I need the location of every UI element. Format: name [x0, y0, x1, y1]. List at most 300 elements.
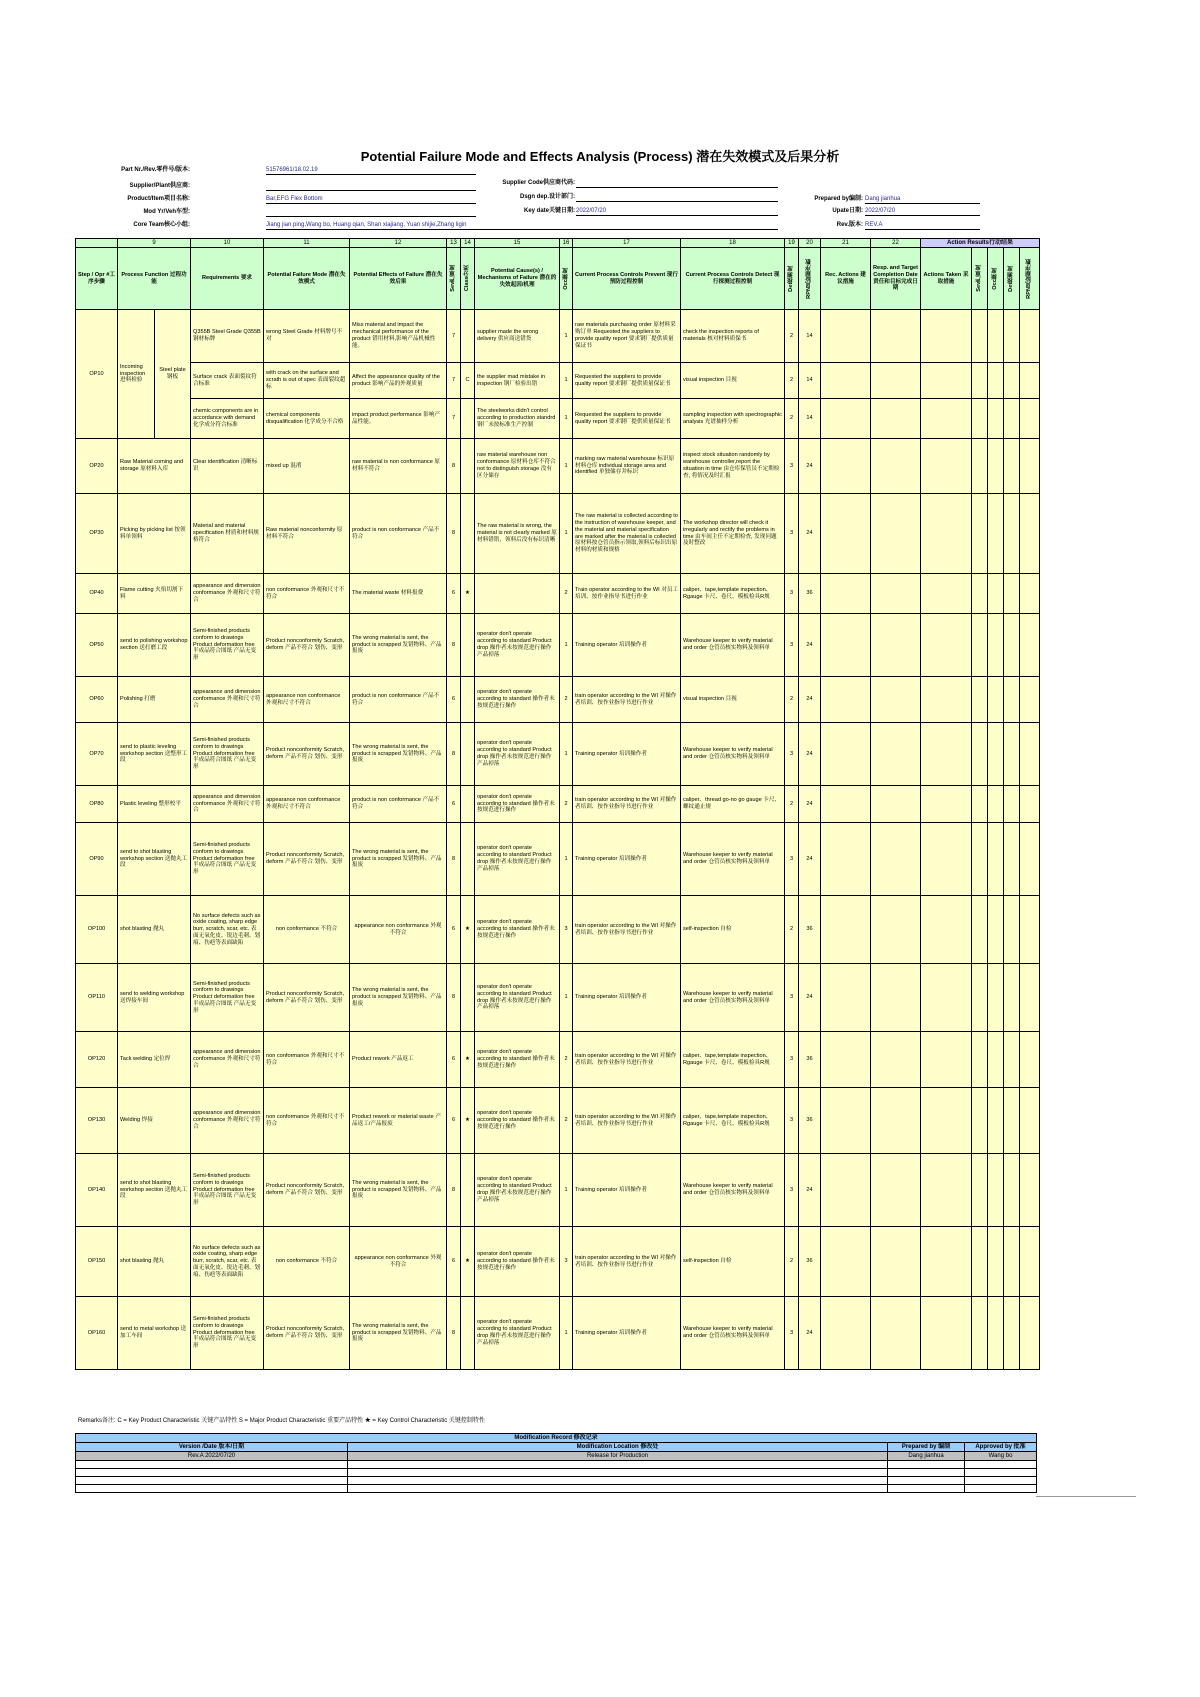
class-cell: ★ — [461, 896, 475, 964]
step-cell: OP110 — [76, 964, 118, 1032]
ar-occ-cell — [988, 1088, 1004, 1154]
effects-cell: raw material is non conformance 原材料不符合 — [350, 439, 447, 494]
ar-rpn-cell — [1020, 1227, 1040, 1297]
step-cell: OP40 — [76, 574, 118, 614]
header-resp: Resp. and Target Completion Date 责任和目标完成日期 — [871, 248, 921, 310]
ar-rpn-cell — [1020, 574, 1040, 614]
requirements-cell: appearance and dimension conformance 外观和尺寸符合 — [191, 1088, 264, 1154]
header-detect: Current Process Controls Detect 现行探测过程控制 — [681, 248, 785, 310]
detect-cell: The workshop director will check it irregularly and rectify the problems in time 由车间主任不定期检查, 发现问题及时整改 — [681, 494, 785, 574]
cause-cell: The steelworks didn't control according to production standrd 钢厂未按标准生产控制 — [475, 399, 560, 439]
class-cell — [461, 823, 475, 896]
header-det: Det探测度 — [788, 265, 795, 292]
model-label: Mod Yr/Veh车型: — [143, 209, 190, 215]
rpn-cell: 24 — [799, 439, 821, 494]
effects-cell: product is non conformance 产品不符合 — [350, 786, 447, 823]
colnum-15: 15 — [475, 239, 560, 248]
failure-mode-cell: Product nonconformity Scratch, deform 产品不符合 划伤、变形 — [264, 1154, 350, 1227]
ar-rpn-cell — [1020, 896, 1040, 964]
det-cell: 2 — [785, 310, 799, 363]
ar-sev-cell — [972, 964, 988, 1032]
ar-det-cell — [1004, 310, 1020, 363]
ar-rpn-cell — [1020, 964, 1040, 1032]
step-cell: OP30 — [76, 494, 118, 574]
rec-actions-cell — [821, 439, 871, 494]
ar-sev-cell — [972, 786, 988, 823]
step-cell: OP130 — [76, 1088, 118, 1154]
header-rpn: RPN风险顺序数 — [806, 258, 813, 299]
column-header-row — [76, 248, 1040, 310]
ar-rpn-cell — [1020, 1088, 1040, 1154]
actions-taken-cell — [921, 574, 972, 614]
actions-taken-cell — [921, 399, 972, 439]
requirements-cell: appearance and dimension conformance 外观和尺寸符合 — [191, 1032, 264, 1088]
actions-taken-cell — [921, 964, 972, 1032]
effects-cell: Miss material and impact the mechanical performance of the product 错用材料,影响产品机械性能。 — [350, 310, 447, 363]
rpn-cell: 14 — [799, 399, 821, 439]
class-cell — [461, 964, 475, 1032]
sev-cell: 8 — [447, 1154, 461, 1227]
requirements-cell: appearance and dimension conformance 外观和尺寸符合 — [191, 786, 264, 823]
rec-actions-cell — [821, 1227, 871, 1297]
ar-det-cell — [1004, 786, 1020, 823]
effects-cell: The material waste 材料报费 — [350, 574, 447, 614]
header-function: Process Function 过程功能 — [118, 248, 191, 310]
failure-mode-cell: Product nonconformity Scratch, deform 产品不符合 划伤、变形 — [264, 964, 350, 1032]
class-cell — [461, 310, 475, 363]
sev-cell: 7 — [447, 310, 461, 363]
ar-det-cell — [1004, 439, 1020, 494]
failure-mode-cell: Product nonconformity Scratch, deform 产品不符合 划伤、变形 — [264, 723, 350, 786]
ar-rpn-cell — [1020, 723, 1040, 786]
ar-rpn-cell — [1020, 439, 1040, 494]
actions-taken-cell — [921, 1297, 972, 1370]
update-label: Upate日期: — [832, 208, 863, 214]
step-cell: OP80 — [76, 786, 118, 823]
class-cell: ★ — [461, 574, 475, 614]
det-cell: 2 — [785, 786, 799, 823]
fmea-table — [75, 238, 1040, 1370]
product-value: Bar,EFG Flex Bottom — [266, 195, 476, 204]
rpn-cell: 14 — [799, 363, 821, 399]
requirements-cell: Material and material specification 材质和材料规格符合 — [191, 494, 264, 574]
ar-occ-cell — [988, 896, 1004, 964]
detect-cell: self-inspection 自检 — [681, 1227, 785, 1297]
table-row — [76, 494, 1040, 574]
prevent-cell: Training operator 培训操作者 — [573, 1154, 681, 1227]
page-rule — [1036, 1496, 1136, 1497]
sub-function-cell: Steel plate 钢板 — [155, 310, 191, 439]
rpn-cell: 36 — [799, 1088, 821, 1154]
table-row — [76, 1154, 1040, 1227]
ar-occ-cell — [988, 823, 1004, 896]
ar-det-cell — [1004, 1154, 1020, 1227]
class-cell — [461, 677, 475, 723]
table-row — [76, 677, 1040, 723]
ar-det-cell — [1004, 399, 1020, 439]
process-function-cell: Flame cutting 火焰切割下料 — [118, 574, 191, 614]
ar-sev-cell — [972, 1154, 988, 1227]
mod-col-approved: Approved by 批准 — [965, 1443, 1037, 1452]
core-team-value: Jiang jian ping,Wang bo, Huang qian, Shan xiajiang, Yuan shijie,Zhang ligin — [266, 221, 531, 230]
document-title: Potential Failure Mode and Effects Analysis (Process) 潜在失效模式及后果分析 — [360, 149, 840, 164]
ar-det-cell — [1004, 896, 1020, 964]
actions-taken-cell — [921, 363, 972, 399]
ar-sev-cell — [972, 723, 988, 786]
process-function-cell: shot blasting 抛丸 — [118, 1227, 191, 1297]
step-cell: OP120 — [76, 1032, 118, 1088]
resp-cell — [871, 964, 921, 1032]
rec-actions-cell — [821, 310, 871, 363]
table-row — [76, 896, 1040, 964]
ar-occ-cell — [988, 677, 1004, 723]
header-sev: Sev严重度 — [450, 265, 457, 292]
process-function-cell: send to shot blasting workshop section 送抛丸工段 — [118, 1154, 191, 1227]
header-ar-det: Det探测度 — [1008, 265, 1015, 292]
ar-occ-cell — [988, 310, 1004, 363]
rec-actions-cell — [821, 1297, 871, 1370]
action-results-header: Action Results行动结果 — [921, 239, 1040, 248]
class-cell — [461, 723, 475, 786]
rec-actions-cell — [821, 823, 871, 896]
ar-rpn-cell — [1020, 399, 1040, 439]
rpn-cell: 24 — [799, 614, 821, 677]
detect-cell: Warehouse keeper to verify material and order 仓管员核实物料及领料单 — [681, 823, 785, 896]
ar-sev-cell — [972, 677, 988, 723]
ar-rpn-cell — [1020, 494, 1040, 574]
ar-det-cell — [1004, 363, 1020, 399]
requirements-cell: Semi-finished products conform to drawings Product deformation free 半成品符合图纸 产品无变形 — [191, 1297, 264, 1370]
prevent-cell: train operator according to the WI 对操作者培训、按作业指导书进行作业 — [573, 1227, 681, 1297]
det-cell: 3 — [785, 494, 799, 574]
colnum-17: 17 — [573, 239, 681, 248]
actions-taken-cell — [921, 896, 972, 964]
step-cell: OP60 — [76, 677, 118, 723]
rpn-cell: 24 — [799, 964, 821, 1032]
product-label: Product/Item项目名称: — [127, 196, 190, 202]
resp-cell — [871, 1297, 921, 1370]
ar-sev-cell — [972, 1032, 988, 1088]
ar-rpn-cell — [1020, 614, 1040, 677]
effects-cell: product is non conformance 产品不符合 — [350, 494, 447, 574]
mod-col-version: Version /Date 版本/日期 — [76, 1443, 348, 1452]
ar-occ-cell — [988, 786, 1004, 823]
mod-col-prepared: Prepared by 编制 — [888, 1443, 965, 1452]
ar-sev-cell — [972, 494, 988, 574]
mod-row1-version: Rev.A 2022/07/20 — [76, 1452, 348, 1461]
requirements-cell: appearance and dimension conformance 外观和尺寸符合 — [191, 677, 264, 723]
rec-actions-cell — [821, 896, 871, 964]
mod-row1-approved: Wang bo — [965, 1452, 1037, 1461]
detect-cell: self-inspection 自检 — [681, 896, 785, 964]
process-function-cell: send to plastic leveling workshop section 送整形工段 — [118, 723, 191, 786]
prevent-cell: Training operator 培训操作者 — [573, 823, 681, 896]
prevent-cell: train operator according to the WI 对操作者培训、按作业指导书进行作业 — [573, 1088, 681, 1154]
table-row — [76, 1088, 1040, 1154]
actions-taken-cell — [921, 786, 972, 823]
ar-occ-cell — [988, 1297, 1004, 1370]
prevent-cell: Training operator 培训操作者 — [573, 1297, 681, 1370]
occ-cell: 2 — [560, 1088, 573, 1154]
effects-cell: The wrong material is sent, the product is scrapped 发错物料、产品报废 — [350, 1297, 447, 1370]
table-row — [76, 614, 1040, 677]
mod-empty-row — [76, 1469, 1037, 1477]
core-team-line — [531, 221, 778, 230]
ar-det-cell — [1004, 823, 1020, 896]
cause-cell: supplier made the wrong delivery 供应商送错货 — [475, 310, 560, 363]
ar-occ-cell — [988, 439, 1004, 494]
cause-cell: operator don't operate according to standard Product drop 操作者未按规范进行操作 产品掉落 — [475, 964, 560, 1032]
table-row — [76, 964, 1040, 1032]
failure-mode-cell: Product nonconformity Scratch, deform 产品不符合 划伤、变形 — [264, 1297, 350, 1370]
failure-mode-cell: Product nonconformity Scratch, deform 产品不符合 划伤、变形 — [264, 614, 350, 677]
detect-cell: visual inspection 目视 — [681, 677, 785, 723]
requirements-cell: No surface defects such as oxide coating, sharp edge burr, scratch, scar, etc. 表面无氧化皮、锐边毛刺、划痕、伤疤等表面缺陷 — [191, 1227, 264, 1297]
resp-cell — [871, 1032, 921, 1088]
requirements-cell: Semi-finished products conform to drawings Product deformation free 半成品符合图纸 产品无变形 — [191, 823, 264, 896]
occ-cell: 3 — [560, 1227, 573, 1297]
rec-actions-cell — [821, 1088, 871, 1154]
step-cell: OP160 — [76, 1297, 118, 1370]
class-cell: ★ — [461, 1227, 475, 1297]
class-cell — [461, 439, 475, 494]
detect-cell: Warehouse keeper to verify material and order 仓管员核实物料及领料单 — [681, 723, 785, 786]
rec-actions-cell — [821, 786, 871, 823]
colnum-13: 13 — [447, 239, 461, 248]
cause-cell: raw material warehouse non conformance 原材料仓库不符合 not to distinguish storage 没有区分储存 — [475, 439, 560, 494]
failure-mode-cell: mixed up 混淆 — [264, 439, 350, 494]
ar-occ-cell — [988, 574, 1004, 614]
actions-taken-cell — [921, 494, 972, 574]
step-cell: OP100 — [76, 896, 118, 964]
det-cell: 2 — [785, 399, 799, 439]
ar-sev-cell — [972, 823, 988, 896]
ar-det-cell — [1004, 574, 1020, 614]
prevent-cell: raw materials purchasing order 原材料采购订单 Requested the suppliers to provide quality report 要求钢厂提供质量保证书 — [573, 310, 681, 363]
effects-cell: appearance non conformance 外观不符合 — [350, 1227, 447, 1297]
table-row — [76, 574, 1040, 614]
cause-cell: operator don't operate according to standard Product drop 操作者未按规范进行操作 产品掉落 — [475, 723, 560, 786]
ar-det-cell — [1004, 1088, 1020, 1154]
ar-det-cell — [1004, 1227, 1020, 1297]
resp-cell — [871, 574, 921, 614]
ar-occ-cell — [988, 1154, 1004, 1227]
step-cell: OP20 — [76, 439, 118, 494]
prevent-cell: marking raw material warehouse 标识原材料仓库 individual storage area and identified 单独储存并标识 — [573, 439, 681, 494]
prevent-cell: train operator according to the WI 对操作者培训、按作业指导书进行作业 — [573, 786, 681, 823]
rpn-cell: 24 — [799, 723, 821, 786]
process-function-cell: send to polishing workshop section 送打磨工段 — [118, 614, 191, 677]
ar-rpn-cell — [1020, 310, 1040, 363]
resp-cell — [871, 823, 921, 896]
detect-cell: caliper、tape,template inspection、Rgauge 卡尺、卷尺、模板检具R规 — [681, 1032, 785, 1088]
dsgn-label: Dsgn dep.设计部门: — [520, 194, 575, 200]
part-label: Part Nr./Rev.零件号/版本: — [121, 167, 190, 173]
process-function-cell: send to welding workshop 送焊接车间 — [118, 964, 191, 1032]
ar-occ-cell — [988, 363, 1004, 399]
fmea-body — [76, 310, 1040, 1370]
resp-cell — [871, 614, 921, 677]
prevent-cell: Requested the suppliers to provide quality report 要求钢厂提供质量保证书 — [573, 399, 681, 439]
resp-cell — [871, 723, 921, 786]
class-cell — [461, 614, 475, 677]
resp-cell — [871, 786, 921, 823]
key-date-label: Key date关键日期: — [523, 208, 575, 214]
prepared-value: Dang jianhua — [865, 195, 980, 204]
sev-cell: 6 — [447, 1227, 461, 1297]
ar-rpn-cell — [1020, 363, 1040, 399]
resp-cell — [871, 896, 921, 964]
prevent-cell: train operator according to the WI 对操作者培训、按作业指导书进行作业 — [573, 896, 681, 964]
rpn-cell: 36 — [799, 1227, 821, 1297]
rpn-cell: 36 — [799, 574, 821, 614]
prevent-cell: Train operator according to the WI 对员工培训、按作业指导书进行作业 — [573, 574, 681, 614]
ar-sev-cell — [972, 614, 988, 677]
resp-cell — [871, 310, 921, 363]
supplier-code-label: Supplier Code供应商代码: — [502, 180, 575, 186]
table-row — [76, 786, 1040, 823]
class-cell: ★ — [461, 1032, 475, 1088]
occ-cell: 2 — [560, 1032, 573, 1088]
table-row — [76, 310, 1040, 363]
process-function-cell: Picking by picking list 按领料单领料 — [118, 494, 191, 574]
process-function-cell: send to shot blasting workshop section 送抛丸工段 — [118, 823, 191, 896]
supplier-plant-label: Supplier/Plant供应商: — [129, 183, 190, 189]
requirements-cell: appearance and dimension conformance 外观和尺寸符合 — [191, 574, 264, 614]
header-rec-actions: Rec. Actions 建议措施 — [821, 248, 871, 310]
occ-cell: 1 — [560, 363, 573, 399]
header-prevent: Current Process Controls Prevent 现行预防过程控制 — [573, 248, 681, 310]
sev-cell: 6 — [447, 1088, 461, 1154]
det-cell: 3 — [785, 574, 799, 614]
resp-cell — [871, 1154, 921, 1227]
det-cell: 2 — [785, 1227, 799, 1297]
step-cell: OP70 — [76, 723, 118, 786]
detect-cell: caliper、tape,template inspection、Rgauge 卡尺、卷尺、模板检具R规 — [681, 1088, 785, 1154]
prevent-cell: Requested the suppliers to provide quality report 要求钢厂提供质量保证书 — [573, 363, 681, 399]
sev-cell: 8 — [447, 723, 461, 786]
rpn-cell: 24 — [799, 823, 821, 896]
rec-actions-cell — [821, 614, 871, 677]
prevent-cell: The raw material is collected according to the instruction of warehouse keeper, and the material and material specification are marked after the material is collected 原材料按仓管员指示领取,领料后标识出原材料的材质和规格 — [573, 494, 681, 574]
effects-cell: Affect the appearance quality of the product 影响产品的外观质量 — [350, 363, 447, 399]
ar-sev-cell — [972, 439, 988, 494]
ar-rpn-cell — [1020, 1297, 1040, 1370]
step-cell: OP140 — [76, 1154, 118, 1227]
ar-occ-cell — [988, 399, 1004, 439]
sev-cell: 6 — [447, 896, 461, 964]
actions-taken-cell — [921, 614, 972, 677]
resp-cell — [871, 494, 921, 574]
header-actions-taken: Actions Taken 采取措施 — [921, 248, 972, 310]
ar-occ-cell — [988, 1032, 1004, 1088]
resp-cell — [871, 1227, 921, 1297]
header-causes: Potential Cause(s) / Mechanisms of Failure 潜在的失效起因/机理 — [475, 248, 560, 310]
det-cell: 3 — [785, 723, 799, 786]
requirements-cell: Semi-finished products conform to drawings Product deformation free 半成品符合图纸 产品无变形 — [191, 723, 264, 786]
occ-cell: 2 — [560, 574, 573, 614]
failure-mode-cell: wrong Steel Grade 材料牌号不对 — [264, 310, 350, 363]
colnum-20: 20 — [799, 239, 821, 248]
det-cell: 2 — [785, 896, 799, 964]
sev-cell: 8 — [447, 964, 461, 1032]
ar-rpn-cell — [1020, 677, 1040, 723]
requirements-cell: Semi-finished products conform to drawings Product deformation free 半成品符合图纸 产品无变形 — [191, 614, 264, 677]
rec-actions-cell — [821, 1154, 871, 1227]
resp-cell — [871, 677, 921, 723]
header-ar-rpn: RPN风险顺序数 — [1026, 258, 1033, 299]
requirements-cell: Semi-finished products conform to drawings Product deformation free 半成品符合图纸 产品无变形 — [191, 964, 264, 1032]
requirements-cell: Q355B Steel Grade Q355B 钢材标牌 — [191, 310, 264, 363]
colnum-21: 21 — [821, 239, 871, 248]
colnum-16: 16 — [560, 239, 573, 248]
occ-cell: 1 — [560, 823, 573, 896]
colnum-9: 9 — [118, 239, 191, 248]
process-function-cell: Tack welding 定位焊 — [118, 1032, 191, 1088]
sev-cell: 8 — [447, 823, 461, 896]
process-function-cell: Plastic leveling 整形校平 — [118, 786, 191, 823]
class-cell — [461, 786, 475, 823]
key-date-value: 2022/07/20 — [576, 207, 778, 216]
failure-mode-cell: non conformance 外观和尺寸不符合 — [264, 574, 350, 614]
sev-cell: 6 — [447, 786, 461, 823]
ar-sev-cell — [972, 1227, 988, 1297]
header-step: Step / Opr #工序步骤 — [76, 248, 118, 310]
colnum-19: 19 — [785, 239, 799, 248]
failure-mode-cell: chemical components disqualification 化学成分不合格 — [264, 399, 350, 439]
actions-taken-cell — [921, 677, 972, 723]
modification-record-table — [75, 1433, 1037, 1493]
part-value: 51576961/18.02.19 — [266, 166, 476, 175]
class-cell — [461, 1297, 475, 1370]
actions-taken-cell — [921, 439, 972, 494]
table-row — [76, 723, 1040, 786]
failure-mode-cell: Raw material nonconformity 原材料不符合 — [264, 494, 350, 574]
mod-col-location: Modification Location 修改处 — [348, 1443, 888, 1452]
step-cell: OP50 — [76, 614, 118, 677]
process-function-cell: send to metal workshop 送加工车间 — [118, 1297, 191, 1370]
det-cell: 3 — [785, 614, 799, 677]
cause-cell: operator don't operate according to standard 操作者未按规范进行操作 — [475, 786, 560, 823]
modification-title: Modification Record 修改记录 — [76, 1434, 1037, 1443]
effects-cell: The wrong material is sent, the product is scrapped 发错物料、产品报废 — [350, 723, 447, 786]
requirements-cell: Clear identification 清晰标识 — [191, 439, 264, 494]
ar-sev-cell — [972, 574, 988, 614]
header-class: Class分类 — [464, 265, 471, 292]
failure-mode-cell: appearance non conformance 外观和尺寸不符合 — [264, 786, 350, 823]
cause-cell: operator don't operate according to standard 操作者未按规范进行操作 — [475, 1088, 560, 1154]
detect-cell: sampling inspection with spectrographic analysis 光谱抽样分析 — [681, 399, 785, 439]
effects-cell: The wrong material is sent, the product is scrapped 发错物料、产品报废 — [350, 823, 447, 896]
class-cell: C — [461, 363, 475, 399]
header-occ: Occ频度 — [562, 267, 569, 290]
effects-cell: Product rework or material waste 产品返工/产品报废 — [350, 1088, 447, 1154]
ar-det-cell — [1004, 723, 1020, 786]
sev-cell: 8 — [447, 494, 461, 574]
mod-row1-prepared: Dang jianhua — [888, 1452, 965, 1461]
rec-actions-cell — [821, 723, 871, 786]
core-team-label: Core Team核心小组: — [133, 222, 190, 228]
mod-row1-location: Release for Production — [348, 1452, 888, 1461]
ar-det-cell — [1004, 614, 1020, 677]
actions-taken-cell — [921, 1088, 972, 1154]
colnum-12: 12 — [350, 239, 447, 248]
step-cell: OP10 — [76, 310, 118, 439]
cause-cell: operator don't operate according to standard Product drop 操作者未按规范进行操作 产品掉落 — [475, 1297, 560, 1370]
failure-mode-cell: non conformance 不符合 — [264, 1227, 350, 1297]
cause-cell: operator don't operate according to standard 操作者未按规范进行操作 — [475, 1227, 560, 1297]
cause-cell: operator don't operate according to standard 操作者未按规范进行操作 — [475, 1032, 560, 1088]
